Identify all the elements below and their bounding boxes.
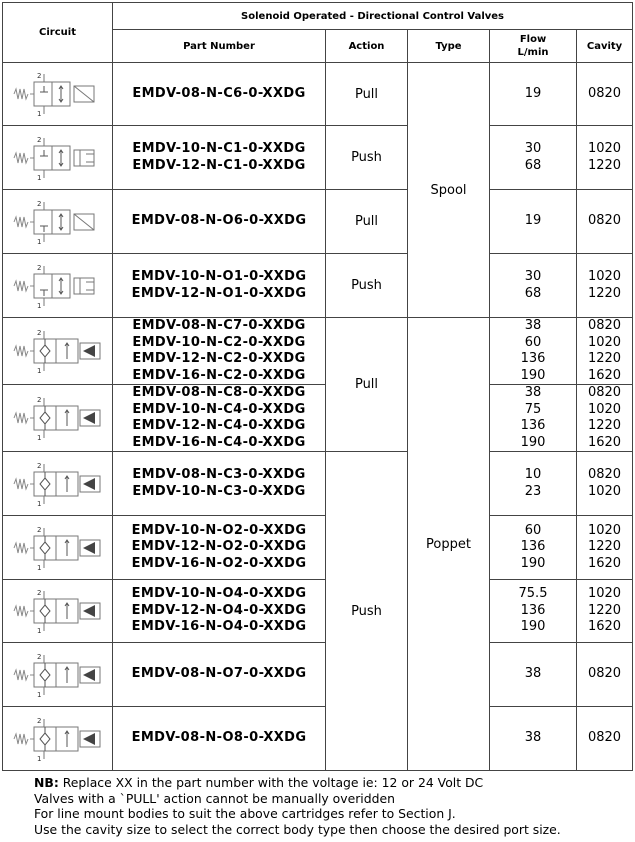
part-number: EMDV-16-N-O4-0-XXDG xyxy=(131,619,307,635)
cavity-cell xyxy=(577,452,633,516)
port-2-label: 2 xyxy=(36,263,41,272)
cavity-cell xyxy=(577,190,633,254)
port-2-label: 2 xyxy=(36,72,41,80)
flow-value: 136 xyxy=(520,351,546,366)
part-number-cell xyxy=(113,385,326,452)
flow-value: 190 xyxy=(520,619,546,635)
table-row xyxy=(3,254,633,318)
flow-cell xyxy=(490,516,577,580)
port-2-label: 2 xyxy=(36,396,41,404)
part-number: EMDV-08-N-O8-0-XXDG xyxy=(131,730,307,746)
flow-value: 136 xyxy=(520,418,546,433)
circuit-symbol-icon xyxy=(10,585,106,637)
port-2-label: 2 xyxy=(36,652,41,661)
port-1-label: 1 xyxy=(36,627,41,635)
flow-cell xyxy=(490,643,577,707)
cavity-value: 1620 xyxy=(587,555,622,571)
flow-value: 75 xyxy=(524,401,542,417)
port-1-label: 1 xyxy=(36,237,41,246)
flow-cell xyxy=(490,580,577,643)
table-row xyxy=(3,707,633,771)
cavity-value: 0820 xyxy=(587,385,622,400)
cavity-value: 0820 xyxy=(587,213,622,229)
note-line-4: Use the cavity size to select the correct body type then choose the desired port size. xyxy=(34,821,561,837)
flow-value: 19 xyxy=(524,213,542,229)
action-cell: Push xyxy=(326,126,408,190)
circuit-symbol-icon xyxy=(10,325,106,377)
action-cell: Pull xyxy=(326,190,408,254)
valve-table xyxy=(2,2,633,771)
part-number-cell xyxy=(113,190,326,254)
flow-value: 190 xyxy=(520,367,546,383)
part-number: EMDV-08-N-O7-0-XXDG xyxy=(131,666,307,682)
table-row xyxy=(3,643,633,707)
notes xyxy=(34,775,561,837)
cavity-cell xyxy=(577,254,633,318)
circuit-symbol-icon xyxy=(10,458,106,510)
cavity-value: 0820 xyxy=(587,467,622,482)
type-cell: Spool xyxy=(408,63,490,318)
cavity-cell xyxy=(577,63,633,126)
poppet-valve-bidirectional-symbol-cell xyxy=(3,452,113,516)
flow-cell xyxy=(490,385,577,452)
part-number: EMDV-12-N-O2-0-XXDG xyxy=(131,539,307,555)
part-number: EMDV-08-N-C7-0-XXDG xyxy=(132,318,306,333)
part-number: EMDV-10-N-C1-0-XXDG xyxy=(132,141,306,156)
flow-header-line2: L/min xyxy=(517,47,549,58)
port-1-label: 1 xyxy=(36,434,41,442)
table-row xyxy=(3,452,633,516)
cavity-value: 0820 xyxy=(587,85,622,101)
cavity-value: 1220 xyxy=(587,539,622,555)
part-number: EMDV-08-N-C6-0-XXDG xyxy=(132,85,306,101)
flow-header-line1: Flow xyxy=(519,34,547,45)
flow-value: 19 xyxy=(524,85,542,101)
table-row xyxy=(3,516,633,580)
port-1-label: 1 xyxy=(36,301,41,310)
note-text-1: Replace XX in the part number with the voltage ie: 12 or 24 Volt DC xyxy=(58,775,484,790)
poppet-valve-normally-open-reverse-symbol-cell xyxy=(3,580,113,643)
note-line-3: For line mount bodies to suit the above cartridges refer to Section J. xyxy=(34,806,456,822)
cavity-value: 1020 xyxy=(587,269,622,284)
part-number: EMDV-10-N-C2-0-XXDG xyxy=(132,334,306,350)
flow-value: 60 xyxy=(524,522,542,538)
flow-cell xyxy=(490,318,577,385)
port-2-label: 2 xyxy=(36,716,41,725)
cavity-value: 0820 xyxy=(587,730,622,746)
cavity-value: 1220 xyxy=(587,285,622,301)
flow-cell xyxy=(490,707,577,771)
flow-value: 30 xyxy=(524,269,542,284)
spool-valve-2way-normally-closed-pull-symbol-cell xyxy=(3,63,113,126)
part-number: EMDV-08-N-O6-0-XXDG xyxy=(131,213,307,229)
flow-value: 75.5 xyxy=(518,586,548,602)
circuit-symbol-icon xyxy=(10,196,106,248)
part-number-cell xyxy=(113,580,326,643)
port-1-label: 1 xyxy=(36,563,41,572)
circuit-symbol-icon xyxy=(10,68,106,120)
action-cell: Pull xyxy=(326,63,408,126)
spool-valve-2way-normally-closed-push-symbol-cell xyxy=(3,126,113,190)
flow-cell xyxy=(490,63,577,126)
type-header: Type xyxy=(408,30,490,63)
part-number: EMDV-08-N-C3-0-XXDG xyxy=(132,467,306,482)
cavity-cell xyxy=(577,318,633,385)
cavity-header: Cavity xyxy=(577,30,633,63)
port-2-label: 2 xyxy=(36,329,41,337)
part-number: EMDV-10-N-O2-0-XXDG xyxy=(131,522,307,538)
part-number: EMDV-12-N-O1-0-XXDG xyxy=(131,285,307,301)
table-row xyxy=(3,190,633,254)
circuit-header: Circuit xyxy=(3,3,113,63)
cavity-value: 1020 xyxy=(587,483,622,499)
cavity-value: 1220 xyxy=(587,418,622,433)
port-2-label: 2 xyxy=(36,461,41,470)
table-row xyxy=(3,385,633,452)
part-number: EMDV-10-N-O1-0-XXDG xyxy=(131,269,307,284)
port-1-label: 1 xyxy=(36,499,41,508)
poppet-valve-normally-open-08-reverse-symbol-cell xyxy=(3,707,113,771)
part-number: EMDV-10-N-C3-0-XXDG xyxy=(132,483,306,499)
cavity-value: 1020 xyxy=(587,586,622,602)
cavity-cell xyxy=(577,643,633,707)
cavity-value: 0820 xyxy=(587,666,622,682)
flow-value: 68 xyxy=(524,157,542,173)
table-row xyxy=(3,126,633,190)
circuit-symbol-icon xyxy=(10,132,106,184)
part-number-cell xyxy=(113,126,326,190)
cavity-cell xyxy=(577,126,633,190)
poppet-valve-normally-open-symbol-cell xyxy=(3,516,113,580)
port-1-label: 1 xyxy=(36,690,41,699)
cavity-value: 1620 xyxy=(587,367,622,383)
flow-value: 30 xyxy=(524,141,542,156)
flow-value: 60 xyxy=(524,334,542,350)
cavity-cell xyxy=(577,385,633,452)
cavity-value: 1020 xyxy=(587,401,622,417)
circuit-symbol-icon xyxy=(10,713,106,765)
cavity-value: 1220 xyxy=(587,351,622,366)
cavity-value: 0820 xyxy=(587,318,622,333)
circuit-symbol-icon xyxy=(10,392,106,444)
part-number-cell xyxy=(113,516,326,580)
flow-value: 68 xyxy=(524,285,542,301)
part-number-header: Part Number xyxy=(113,30,326,63)
flow-value: 38 xyxy=(524,385,542,400)
flow-value: 10 xyxy=(524,467,542,482)
port-2-label: 2 xyxy=(36,199,41,208)
cavity-value: 1020 xyxy=(587,141,622,156)
flow-cell xyxy=(490,254,577,318)
flow-cell xyxy=(490,452,577,516)
part-number-cell xyxy=(113,63,326,126)
part-number-cell xyxy=(113,254,326,318)
flow-value: 136 xyxy=(520,602,546,618)
cavity-value: 1020 xyxy=(587,334,622,350)
flow-value: 38 xyxy=(524,730,542,746)
poppet-valve-normally-closed-reverse-symbol-cell xyxy=(3,385,113,452)
part-number: EMDV-10-N-C4-0-XXDG xyxy=(132,401,306,417)
cavity-value: 1220 xyxy=(587,602,622,618)
part-number: EMDV-12-N-C4-0-XXDG xyxy=(132,418,306,433)
part-number-cell xyxy=(113,643,326,707)
cavity-value: 1620 xyxy=(587,619,622,635)
table-row xyxy=(3,63,633,126)
part-number: EMDV-16-N-O2-0-XXDG xyxy=(131,555,307,571)
spool-valve-2way-normally-open-push-symbol-cell xyxy=(3,254,113,318)
port-1-label: 1 xyxy=(36,110,41,118)
cavity-value: 1020 xyxy=(587,522,622,538)
part-number: EMDV-12-N-O4-0-XXDG xyxy=(131,602,307,618)
port-2-label: 2 xyxy=(36,589,41,597)
note-line-2: Valves with a `PULL' action cannot be manually overidden xyxy=(34,790,395,806)
port-1-label: 1 xyxy=(36,754,41,763)
flow-cell xyxy=(490,126,577,190)
nb-label: NB: xyxy=(34,775,59,790)
action-cell: Push xyxy=(326,254,408,318)
part-number-cell xyxy=(113,452,326,516)
cavity-value: 1620 xyxy=(587,434,622,450)
part-number: EMDV-12-N-C2-0-XXDG xyxy=(132,351,306,366)
part-number-cell xyxy=(113,318,326,385)
flow-cell xyxy=(490,190,577,254)
part-number: EMDV-16-N-C2-0-XXDG xyxy=(132,367,306,383)
table-title: Solenoid Operated - Directional Control Valves xyxy=(113,3,633,30)
flow-value: 38 xyxy=(524,666,542,682)
cavity-value: 1220 xyxy=(587,157,622,173)
cavity-cell xyxy=(577,707,633,771)
action-cell: Push xyxy=(326,452,408,771)
action-cell: Pull xyxy=(326,318,408,452)
flow-value: 190 xyxy=(520,434,546,450)
port-2-label: 2 xyxy=(36,525,41,534)
part-number: EMDV-08-N-C8-0-XXDG xyxy=(132,385,306,400)
flow-value: 136 xyxy=(520,539,546,555)
type-cell: Poppet xyxy=(408,318,490,771)
port-2-label: 2 xyxy=(36,135,41,144)
flow-value: 190 xyxy=(520,555,546,571)
table-row xyxy=(3,318,633,385)
flow-value: 23 xyxy=(524,483,542,499)
flow-header xyxy=(490,30,577,63)
port-1-label: 1 xyxy=(36,173,41,182)
poppet-valve-normally-open-08-symbol-cell xyxy=(3,643,113,707)
part-number: EMDV-12-N-C1-0-XXDG xyxy=(132,157,306,173)
table-row xyxy=(3,580,633,643)
flow-value: 38 xyxy=(524,318,542,333)
spool-valve-2way-normally-open-pull-symbol-cell xyxy=(3,190,113,254)
part-number: EMDV-10-N-O4-0-XXDG xyxy=(131,586,307,602)
poppet-valve-normally-closed-symbol-cell xyxy=(3,318,113,385)
circuit-symbol-icon xyxy=(10,649,106,701)
port-1-label: 1 xyxy=(36,367,41,375)
circuit-symbol-icon xyxy=(10,260,106,312)
action-header: Action xyxy=(326,30,408,63)
part-number-cell xyxy=(113,707,326,771)
note-line-1 xyxy=(34,775,561,791)
cavity-cell xyxy=(577,516,633,580)
circuit-symbol-icon xyxy=(10,522,106,574)
part-number: EMDV-16-N-C4-0-XXDG xyxy=(132,434,306,450)
cavity-cell xyxy=(577,580,633,643)
